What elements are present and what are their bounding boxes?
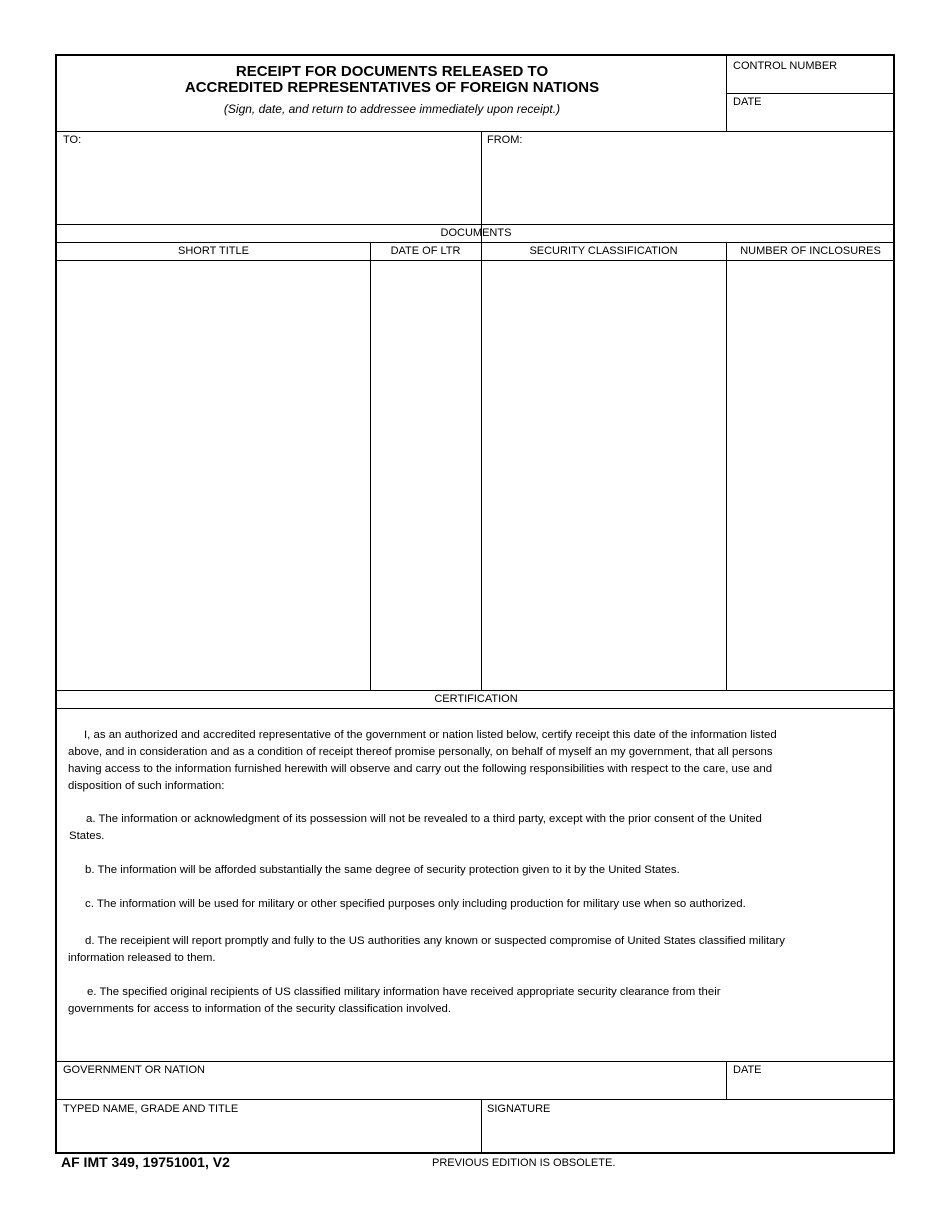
column-header-line xyxy=(57,260,895,261)
signature-date-label: DATE xyxy=(733,1064,762,1076)
form-title xyxy=(57,64,727,96)
documents-title-line xyxy=(57,242,895,243)
form-title-line1: RECEIPT FOR DOCUMENTS RELEASED TO xyxy=(235,63,549,80)
header-bottom-line xyxy=(57,131,895,132)
certification-item-a: a. The information or acknowledgment of its possession will not be revealed to a third party, except with the prior consent of the United States. xyxy=(69,813,762,842)
to-field[interactable] xyxy=(58,148,480,223)
security-classification-field[interactable] xyxy=(482,262,725,689)
government-or-nation-label: GOVERNMENT OR NATION xyxy=(63,1064,205,1076)
short-title-field[interactable] xyxy=(58,262,369,689)
column-header-short-title: SHORT TITLE xyxy=(178,245,249,257)
certification-bottom-line xyxy=(57,1061,895,1062)
typed-name-label: TYPED NAME, GRADE AND TITLE xyxy=(63,1103,239,1115)
signature-label: SIGNATURE xyxy=(487,1103,551,1115)
typed-name-field[interactable] xyxy=(58,1118,480,1153)
control-number-field[interactable] xyxy=(727,74,895,92)
certification-title-line xyxy=(57,708,895,709)
government-or-nation-field[interactable] xyxy=(58,1078,725,1098)
date-of-ltr-field[interactable] xyxy=(371,262,480,689)
addresses-bottom-line xyxy=(57,224,895,225)
column-header-date-of-ltr: DATE OF LTR xyxy=(390,245,461,257)
column-header-number-of-inclosures: NUMBER OF INCLOSURES xyxy=(740,245,881,257)
form-instruction: (Sign, date, and return to addressee immediately upon receipt.) xyxy=(223,102,561,116)
column-header-security-classification: SECURITY CLASSIFICATION xyxy=(529,245,678,257)
header-date-label: DATE xyxy=(733,96,762,108)
signature-field[interactable] xyxy=(482,1118,894,1153)
documents-bottom-line xyxy=(57,690,895,691)
documents-section-title: DOCUMENTS xyxy=(440,227,512,239)
number-of-inclosures-field[interactable] xyxy=(727,262,894,689)
to-label: TO: xyxy=(63,134,82,146)
certification-section-title: CERTIFICATION xyxy=(434,693,518,705)
edition-note: PREVIOUS EDITION IS OBSOLETE. xyxy=(432,1157,616,1169)
header-date-field[interactable] xyxy=(727,110,895,130)
control-number-label: CONTROL NUMBER xyxy=(733,60,838,72)
certification-item-d: d. The receipient will report promptly and fully to the US authorities any known or suspected compromise of United States classified military information released to them. xyxy=(68,935,786,964)
certification-item-b: b. The information will be afforded substantially the same degree of security protection given to it by the United States. xyxy=(85,864,680,876)
certification-intro: I, as an authorized and accredited representative of the government or nation listed below, certify receipt this date of the information listed above, and in consideration and as a condition of receipt thereof promise personally, on behalf of myself an my government, that all persons having access to the information furnished herewith will observe and carry out the following responsibilities with respect to the care, use and disposition of such information: xyxy=(68,729,777,792)
header-right-split xyxy=(726,93,895,94)
from-field[interactable] xyxy=(482,148,894,223)
signature-date-field[interactable] xyxy=(727,1078,894,1098)
certification-item-c: c. The information will be used for military or other specified purposes only including production for military use when so authorized. xyxy=(85,898,746,910)
certification-item-e: e. The specified original recipients of US classified military information have received appropriate security clearance from their governments for access to information of the security classification involved. xyxy=(68,986,721,1015)
form-identifier: AF IMT 349, 19751001, V2 xyxy=(61,1154,230,1170)
from-label: FROM: xyxy=(487,134,523,146)
form-title-line2: ACCREDITED REPRESENTATIVES OF FOREIGN NATIONS xyxy=(184,79,600,96)
receipt-form xyxy=(55,54,895,1154)
signature-row-line xyxy=(57,1099,895,1100)
